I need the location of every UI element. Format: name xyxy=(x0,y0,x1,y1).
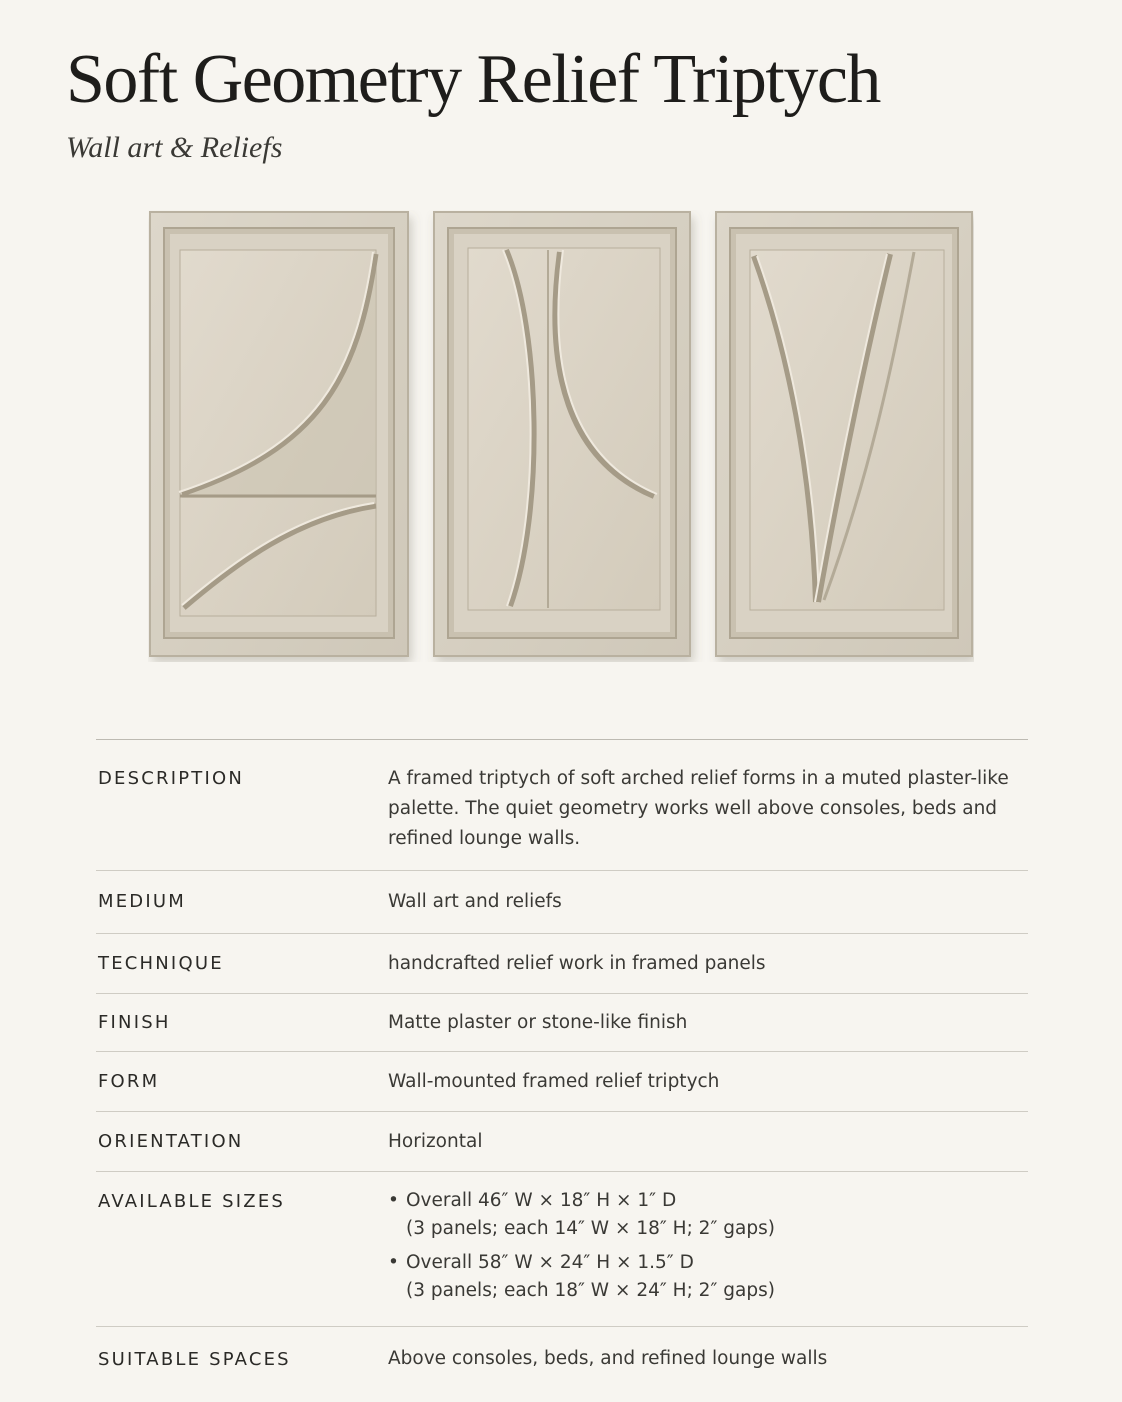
size-panels: (3 panels; each 18″ W × 24″ H; 2″ gaps) xyxy=(406,1280,775,1301)
spec-label: ORIENTATION xyxy=(98,1130,244,1152)
spec-row-form xyxy=(96,1052,1028,1112)
spec-row-sizes xyxy=(96,1172,1028,1327)
spec-label: SUITABLE SPACES xyxy=(98,1348,291,1370)
page-title: Soft Geometry Relief Triptych xyxy=(66,41,880,118)
size-overall: Overall 58″ W × 24″ H × 1.5″ D xyxy=(406,1252,694,1273)
size-option xyxy=(388,1187,1028,1243)
panel-right xyxy=(716,212,972,656)
spec-label: DESCRIPTION xyxy=(98,768,245,789)
spec-row-technique xyxy=(96,934,1028,994)
description-line: palette. The quiet geometry works well above consoles, beds and xyxy=(388,798,998,819)
spec-value: Wall art and reliefs xyxy=(388,891,562,912)
spec-row-spaces xyxy=(96,1327,1028,1391)
spec-value: Wall-mounted framed relief triptych xyxy=(388,1070,720,1092)
size-option xyxy=(388,1249,1028,1305)
bullet: • xyxy=(388,1252,399,1273)
size-panels: (3 panels; each 14″ W × 18″ H; 2″ gaps) xyxy=(406,1218,775,1239)
spec-row-finish xyxy=(96,994,1028,1052)
spec-row-description xyxy=(96,740,1028,871)
triptych-image xyxy=(148,210,974,662)
bullet: • xyxy=(388,1190,399,1211)
panel-center xyxy=(434,212,690,656)
spec-row-medium xyxy=(96,871,1028,934)
spec-label: FORM xyxy=(98,1070,160,1092)
spec-table xyxy=(96,739,1028,1391)
spec-row-orientation xyxy=(96,1112,1028,1172)
page-subtitle: Wall art & Reliefs xyxy=(66,131,283,164)
spec-value xyxy=(388,764,1028,870)
spec-label: MEDIUM xyxy=(98,891,186,912)
spec-label: AVAILABLE SIZES xyxy=(98,1191,286,1212)
spec-value: Above consoles, beds, and refined lounge walls xyxy=(388,1348,828,1369)
spec-value: handcrafted relief work in framed panels xyxy=(388,952,766,974)
spec-value: Matte plaster or stone-like finish xyxy=(388,1011,688,1033)
spec-label: TECHNIQUE xyxy=(98,952,224,974)
size-overall: Overall 46″ W × 18″ H × 1″ D xyxy=(406,1190,677,1211)
spec-value: Horizontal xyxy=(388,1130,483,1152)
description-line: A framed triptych of soft arched relief forms in a muted plaster-like xyxy=(388,768,1009,789)
description-line: refined lounge walls. xyxy=(388,828,581,849)
panel-left xyxy=(150,212,408,656)
spec-value xyxy=(388,1187,1028,1326)
spec-label: FINISH xyxy=(98,1011,171,1033)
